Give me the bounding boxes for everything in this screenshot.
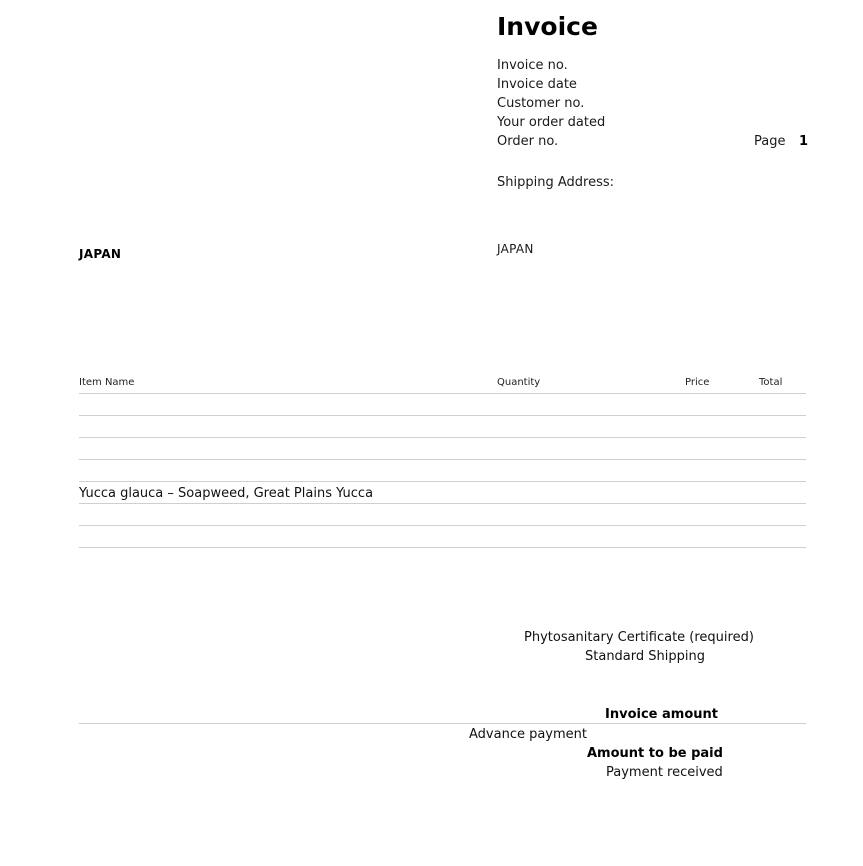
column-header-price: Price bbox=[685, 377, 710, 388]
amount-to-be-paid-label: Amount to be paid bbox=[587, 746, 723, 761]
table-row-divider bbox=[79, 525, 806, 526]
column-header-quantity: Quantity bbox=[497, 377, 541, 388]
page-label: Page bbox=[754, 134, 786, 149]
column-header-item-name: Item Name bbox=[79, 377, 135, 388]
table-row-item-name: Yucca glauca – Soapweed, Great Plains Yucca bbox=[79, 486, 374, 501]
table-row-divider bbox=[79, 547, 806, 548]
billing-country: JAPAN bbox=[79, 247, 122, 261]
invoice-amount-label: Invoice amount bbox=[605, 707, 718, 722]
page-number: 1 bbox=[799, 134, 809, 149]
invoice-number-label: Invoice no. bbox=[497, 58, 568, 73]
column-header-total: Total bbox=[759, 377, 783, 388]
shipping-country: JAPAN bbox=[497, 242, 534, 256]
invoice-title: Invoice bbox=[497, 12, 598, 41]
phytosanitary-certificate-charge: Phytosanitary Certificate (required) bbox=[524, 630, 754, 645]
payment-received-label: Payment received bbox=[606, 765, 723, 780]
table-header-divider bbox=[79, 393, 806, 394]
table-row-divider bbox=[79, 437, 806, 438]
advance-payment-label: Advance payment bbox=[469, 727, 588, 742]
standard-shipping-charge: Standard Shipping bbox=[585, 649, 705, 664]
customer-number-label: Customer no. bbox=[497, 96, 585, 111]
shipping-address-label: Shipping Address: bbox=[497, 175, 614, 190]
order-number-label: Order no. bbox=[497, 134, 559, 149]
table-row-divider bbox=[79, 503, 806, 504]
invoice-date-label: Invoice date bbox=[497, 77, 577, 92]
table-row-divider bbox=[79, 459, 806, 460]
table-row-divider bbox=[79, 415, 806, 416]
totals-divider bbox=[79, 723, 806, 724]
order-date-label: Your order dated bbox=[497, 115, 606, 130]
table-row-divider bbox=[79, 481, 806, 482]
